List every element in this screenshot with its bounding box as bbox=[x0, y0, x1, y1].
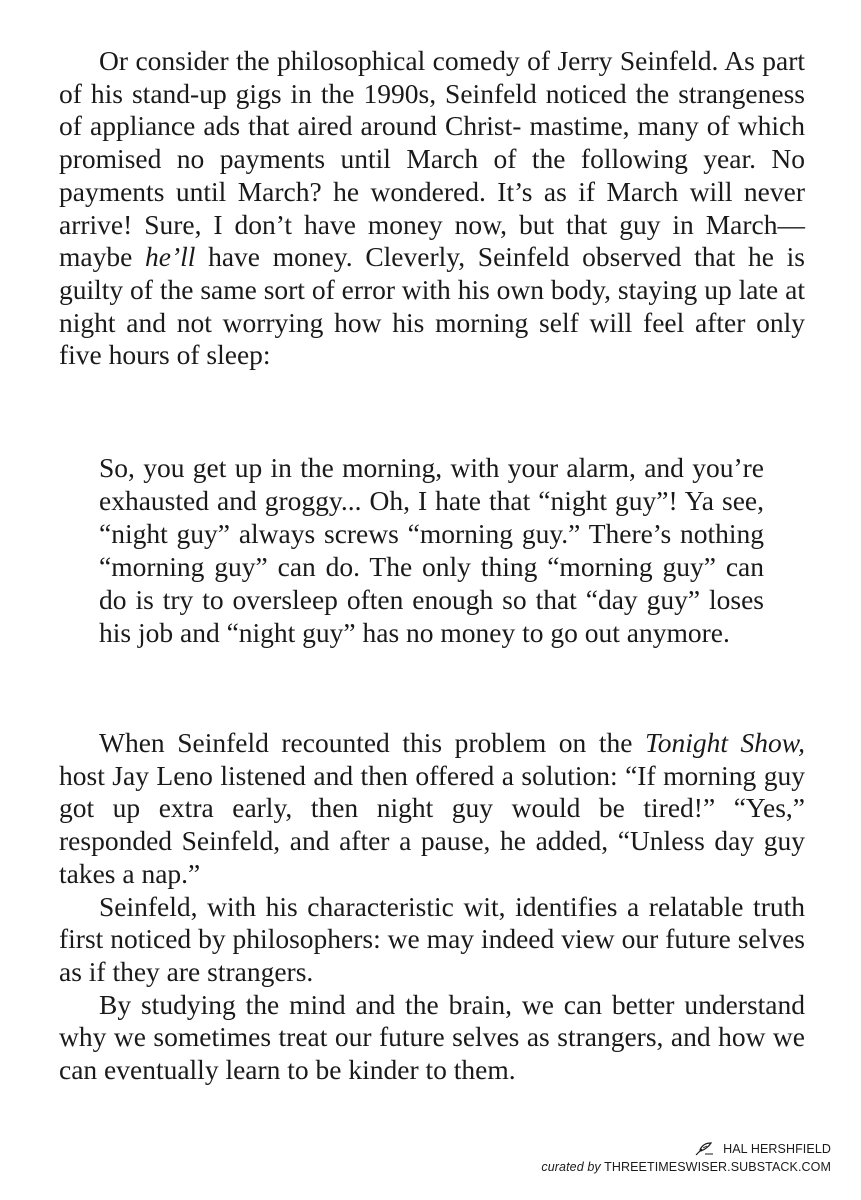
paragraph-conclusion: By studying the mind and the brain, we can better understand why we sometimes treat our future selves as strangers, and how we can eventually learn to be kinder to them. bbox=[59, 988, 805, 1086]
paragraph1-text: Or consider the philosophical comedy of Jerry Seinfeld. As part of his stand-up gigs in the 1990s, Seinfeld noticed the strangeness of appliance ads that aired around Christ- mastime, many of which promised no payments until March of the following year. No payments until March? he wondered. It’s as if March will never arrive! Sure, I don’t have money now, but that guy in March—maybe bbox=[59, 45, 805, 273]
paragraph1-emphasis: he’ll bbox=[145, 241, 196, 273]
paragraph-tonight-show bbox=[59, 727, 805, 891]
curated-label: curated by bbox=[541, 1160, 601, 1174]
paragraph1-text-after: have money. Cleverly, Seinfeld observed that he is guilty of the same sort of error with his own body, staying up late at night and not worrying how his morning self will feel after only five hours of sleep: bbox=[59, 241, 805, 371]
paragraph-seinfeld-intro bbox=[59, 45, 805, 372]
paragraph2-text-before: When Seinfeld recounted this problem on the bbox=[99, 727, 645, 758]
credit-footer bbox=[541, 1140, 831, 1176]
author-name: HAL HERSHFIELD bbox=[723, 1142, 831, 1156]
paragraph2-show-title: Tonight Show, bbox=[644, 727, 805, 758]
block-quote bbox=[99, 451, 764, 649]
author-line bbox=[541, 1140, 831, 1158]
quill-pen-icon bbox=[693, 1141, 715, 1157]
closing-paragraphs-block bbox=[59, 727, 805, 1087]
intro-paragraph-block bbox=[59, 45, 805, 372]
paragraph2-text-after: host Jay Leno listened and then offered a solution: “If morning guy got up extra early, then night guy would be tired!” “Yes,” responded Seinfeld, and after a pause, he added, “Unless day guy takes a nap.” bbox=[59, 759, 805, 889]
source-link[interactable]: THREETIMESWISER.SUBSTACK.COM bbox=[604, 1160, 831, 1174]
quote-text: So, you get up in the morning, with your alarm, and you’re exhausted and groggy... Oh, I hate that “night guy”! Ya see, “night guy” always screws “morning guy.” There’s nothing “morning guy” can do. The only thing “morning guy” can do is try to oversleep often enough so that “day guy” loses his job and “night guy” has no money to go out anymore. bbox=[99, 452, 764, 648]
source-line bbox=[541, 1158, 831, 1176]
paragraph-relatable-truth: Seinfeld, with his characteristic wit, identifies a relatable truth first noticed by philosophers: we may indeed view our future selves as if they are strangers. bbox=[59, 890, 805, 987]
